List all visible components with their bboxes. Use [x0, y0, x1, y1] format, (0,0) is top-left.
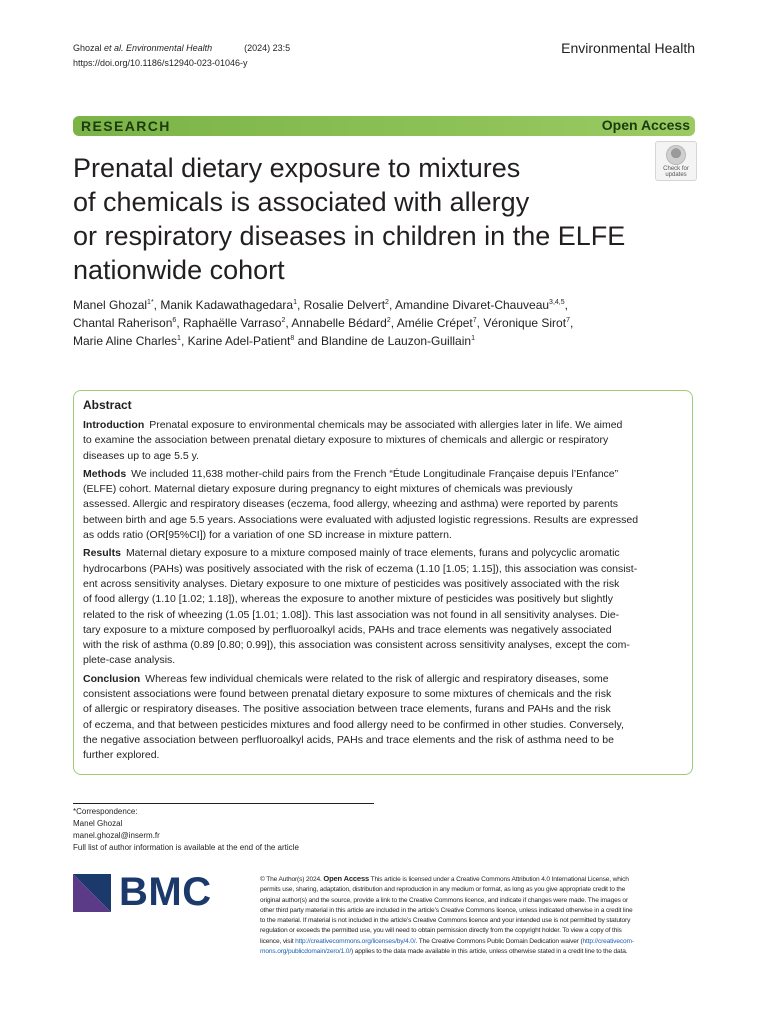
abstract-results: [83, 546, 689, 668]
license-line: to the material. If material is not included in the article’s Creative Commons licence and your intended use is not permitted by statutory: [260, 917, 631, 925]
author-info-note: Full list of author information is available at the end of the article: [73, 843, 299, 852]
abstract-line: the negative association between perfluoroalkyl acids, PAHs and trace elements and the risk of asthma need to be: [83, 733, 614, 746]
abstract-line: tary exposure to a mixture composed by perfluoroalkyl acids, PAHs and trace elements was negatively associated: [83, 623, 612, 636]
check-label-line: Check for: [663, 166, 689, 172]
author-name[interactable]: , Karine Adel-Patient: [180, 334, 291, 348]
section-heading: Conclusion: [83, 672, 141, 685]
license-line: [260, 937, 696, 947]
correspondence-name: Manel Ghozal: [73, 819, 123, 828]
abstract-line: further explored.: [83, 749, 160, 762]
license-text-span: ) applies to the data made available in this article, unless otherwise stated in a credit line to the data.: [351, 948, 628, 956]
abstract-line: assessed. Allergic and respiratory diseases (eczema, food allergy, wheezing and asthma) were reported by parents: [83, 498, 618, 511]
abstract-line: with the risk of asthma (0.89 [0.80; 0.99]), this association was consistent across sensitivity analyses, except the com-: [83, 639, 630, 652]
license-text: [260, 874, 696, 957]
license-line: [260, 947, 696, 957]
license-text-span: . The Creative Commons Public Domain Dedication waiver (: [415, 937, 583, 945]
title-line: nationwide cohort: [73, 255, 285, 285]
license-line: regulation or exceeds the permitted use, you will need to obtain permission directly from the copyright holder. To view a copy of this: [260, 927, 622, 935]
author-name[interactable]: , Manik Kadawathagedara: [153, 298, 294, 312]
correspondence-note: [73, 806, 299, 854]
author-separator: ,: [564, 298, 568, 312]
affiliation-sup: 1: [471, 335, 475, 342]
license-line: [260, 874, 696, 885]
publisher-logo: [73, 870, 215, 914]
abstract-text: We included 11,638 mother-child pairs from the French “Étude Longitudinale Française depuis l’Enfance”: [131, 467, 619, 480]
citation-journal: et al. Environmental Health: [104, 43, 213, 53]
abstract-line: (ELFE) cohort. Maternal dietary exposure during pregnancy to eight mixtures of chemicals was previously: [83, 483, 573, 496]
abstract-line: between birth and age 5.5 years. Associations were evaluated with adjusted logistic regressions. Results are expressed: [83, 513, 639, 526]
author-name[interactable]: , Véronique Sirot: [476, 316, 567, 330]
author-name[interactable]: , Amandine Divaret-Chauveau: [388, 298, 550, 312]
article-title: [73, 151, 673, 287]
cc-zero-license-link[interactable]: mons.org/publicdomain/zero/1.0/: [260, 948, 352, 956]
author-name[interactable]: and Blandine de Lauzon-Guillain: [294, 334, 472, 348]
abstract-line: of eczema, and that between pesticides mixtures and food allergy need to be confirmed in other studies. Conversely,: [83, 718, 624, 731]
abstract-line: of food allergy (1.10 [1.02; 1.18]), whereas the exposure to another mixture of pesticides was positively but slightly: [83, 593, 613, 606]
author-line: [73, 314, 693, 332]
affiliation-sup: 1: [177, 335, 181, 342]
affiliation-sup: 2: [281, 317, 286, 324]
affiliation-sup: 8: [290, 335, 295, 342]
section-heading: Methods: [83, 467, 127, 480]
abstract-text: Prenatal exposure to environmental chemicals may be associated with allergies later in life. We aimed: [149, 419, 623, 431]
abstract-line: as odds ratio (OR[95%CI]) for a variation of one SD increase in mixture pattern.: [83, 529, 452, 542]
citation-year-volume: (2024) 23:5: [244, 43, 291, 53]
section-heading: Results: [83, 547, 121, 560]
affiliation-sup: 1*: [147, 299, 154, 306]
author-name[interactable]: Chantal Raherison: [73, 316, 173, 330]
correspondence-email[interactable]: manel.ghozal@inserm.fr: [73, 831, 160, 840]
license-text-span: This article is licensed under a Creative Commons Attribution 4.0 International License, which: [369, 876, 629, 883]
license-text-span: licence, visit: [260, 937, 296, 945]
abstract-line: [83, 467, 689, 482]
author-name[interactable]: , Amélie Crépet: [390, 316, 473, 330]
author-name[interactable]: , Raphaëlle Varraso: [176, 316, 282, 330]
abstract-line: diseases up to age 5.5 y.: [83, 449, 199, 462]
author-separator: ,: [569, 316, 574, 330]
abstract-line: [83, 418, 689, 433]
abstract-line: consistent associations were found between prenatal dietary exposure to some mixtures of chemicals and the risk: [83, 688, 612, 701]
affiliation-sup: 7: [566, 317, 570, 324]
author-name[interactable]: Marie Aline Charles: [73, 334, 178, 348]
cc-zero-license-link[interactable]: http://creativecom-: [582, 937, 634, 945]
abstract-line: to examine the association between prenatal dietary exposure to mixtures of chemicals and allergic or respiratory: [83, 434, 609, 447]
license-line: permits use, sharing, adaptation, distribution and reproduction in any medium or format, as long as you give appropriate credit to the: [260, 886, 626, 894]
title-line: Prenatal dietary exposure to mixtures: [73, 153, 521, 183]
author-name[interactable]: Manel Ghozal: [73, 298, 148, 312]
abstract-text: Maternal dietary exposure to a mixture composed mainly of trace elements, furans and polycyclic aromatic: [125, 547, 620, 560]
author-line: [73, 296, 693, 314]
abstract-line: [83, 546, 689, 561]
citation-line: [73, 41, 290, 56]
author-name[interactable]: , Annabelle Bédard: [285, 316, 387, 330]
section-label: RESEARCH: [81, 118, 171, 134]
doi-link[interactable]: https://doi.org/10.1186/s12940-023-01046-y: [73, 58, 248, 68]
open-access-label: Open Access: [601, 117, 690, 133]
affiliation-sup: 2: [386, 317, 391, 324]
check-label-line: updates: [665, 172, 687, 178]
abstract-introduction: [83, 418, 689, 464]
check-for-updates-icon: [666, 145, 686, 165]
abstract-body: [83, 418, 689, 767]
license-open-access: Open Access: [323, 874, 369, 883]
title-line: or respiratory diseases in children in the ELFE: [73, 221, 626, 251]
bmc-logo-icon: [73, 874, 111, 912]
author-name[interactable]: , Rosalie Delvert: [297, 298, 386, 312]
citation-authors: Ghozal: [73, 43, 105, 53]
affiliation-sup: 6: [172, 317, 177, 324]
affiliation-sup: 3,4,5: [549, 299, 565, 306]
bmc-logo-text: BMC: [119, 870, 212, 914]
abstract-conclusion: [83, 672, 689, 764]
abstract-line: hydrocarbons (PAHs) was positively associated with the risk of eczema (1.10 [1.05; 1.15]), this association was consist-: [83, 562, 638, 575]
abstract-text: Whereas few individual chemicals were related to the risk of allergic and respiratory diseases, some: [145, 672, 609, 685]
abstract-line: of allergic or respiratory diseases. The positive association between trace elements, furans and PAHs and the risk: [83, 703, 611, 716]
copyright: © The Author(s) 2024.: [260, 876, 324, 883]
running-header: [73, 41, 290, 71]
title-line: of chemicals is associated with allergy: [73, 187, 530, 217]
license-line: original author(s) and the source, provide a link to the Creative Commons licence, and indicate if changes were made. The images or: [260, 896, 628, 904]
research-banner: [73, 116, 695, 136]
abstract-line: plete-case analysis.: [83, 654, 176, 667]
cc-by-license-link[interactable]: http://creativecommons.org/licenses/by/4.0/: [295, 937, 416, 945]
author-line: [73, 332, 693, 350]
check-for-updates-button[interactable]: [655, 141, 697, 181]
abstract-line: [83, 672, 689, 687]
affiliation-sup: 1: [293, 299, 298, 306]
affiliation-sup: 2: [385, 299, 389, 306]
abstract-methods: [83, 467, 689, 543]
footnote-divider: [73, 803, 374, 804]
check-for-updates-label: [656, 166, 696, 178]
section-heading: Introduction: [83, 419, 145, 431]
author-list: [73, 296, 693, 350]
abstract-line: related to the risk of wheezing (1.05 [1.01; 1.08]). This last association was not found in all sensitivity analyses. Die-: [83, 608, 620, 621]
journal-name: Environmental Health: [561, 40, 695, 56]
correspondence-label: *Correspondence:: [73, 807, 138, 816]
abstract-line: ent across sensitivity analyses. Dietary exposure to one mixture of pesticides was positively associated with the risk: [83, 577, 620, 590]
license-line: other third party material in this article are included in the article’s Creative Commons licence, unless indicated otherwise in a credit line: [260, 906, 633, 914]
affiliation-sup: 7: [472, 317, 477, 324]
abstract-box: [73, 390, 693, 775]
abstract-heading: Abstract: [83, 398, 132, 412]
